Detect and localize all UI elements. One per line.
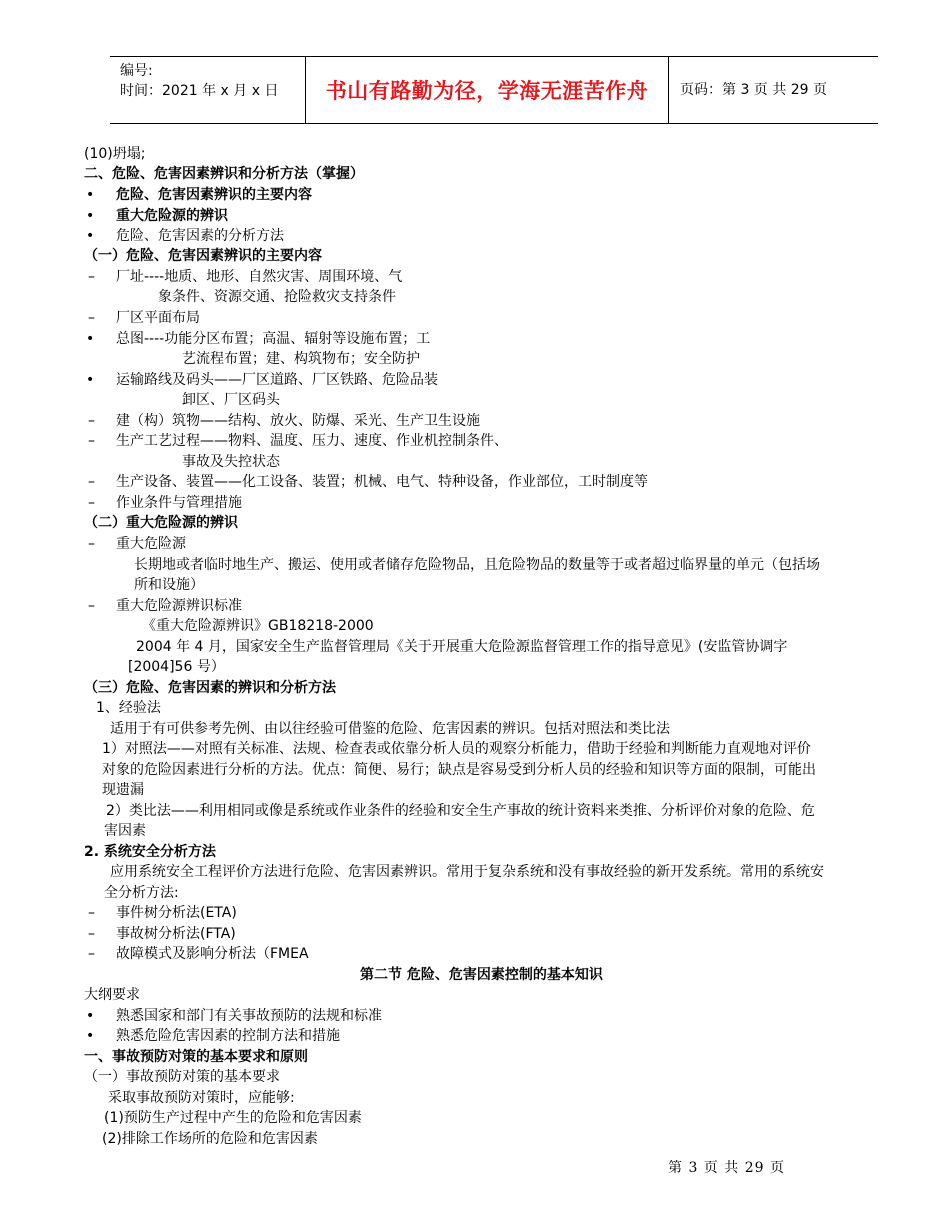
list-item: 生产设备、装置——化工设备、装置；机械、电气、特种设备，作业部位，工时制度等	[116, 474, 648, 490]
subsection-heading: （三）危险、危害因素的辨识和分析方法	[84, 680, 336, 696]
paragraph-line: 采取事故预防对策时，应能够:	[108, 1090, 295, 1106]
subsection-heading: （一）危险、危害因素辨识的主要内容	[84, 248, 322, 264]
list-item-continuation: 卸区、厂区码头	[182, 392, 280, 408]
text-line: (10)坍塌;	[84, 146, 146, 162]
dash-marker: –	[88, 433, 95, 449]
paragraph-line: (1)预防生产过程中产生的危险和危害因素	[104, 1110, 362, 1126]
section-heading: 二、危险、危害因素辨识和分析方法（掌握）	[84, 166, 364, 182]
header-motto: 书山有路勤为径，学海无涯苦作舟	[325, 79, 649, 103]
subsection-heading: （二）重大危险源的辨识	[84, 515, 238, 531]
paragraph-line: (2)排除工作场所的危险和危害因素	[102, 1131, 318, 1147]
paragraph-line: 长期地或者临时地生产、搬运、使用或者储存危险物品，且危险物品的数量等于或者超过临界量的单元（包括场	[134, 557, 820, 573]
list-item: 运输路线及码头——厂区道路、厂区铁路、危险品装	[116, 372, 438, 388]
bullet-item: 重大危险源的辨识	[116, 208, 228, 224]
dash-marker: –	[88, 905, 95, 921]
dash-marker: –	[88, 310, 95, 326]
bullet-marker: •	[86, 372, 95, 388]
dash-marker: –	[88, 536, 95, 552]
list-item: 事故树分析法(FTA)	[116, 926, 236, 942]
list-item-continuation: 事故及失控状态	[182, 454, 280, 470]
list-item: 厂址----地质、地形、自然灾害、周围环境、气	[116, 269, 403, 285]
list-item: 生产工艺过程——物料、温度、压力、速度、作业机控制条件、	[116, 433, 508, 449]
paragraph-line: [2004]56 号）	[128, 659, 225, 675]
bullet-item: 危险、危害因素辨识的主要内容	[116, 187, 312, 203]
dash-marker: –	[88, 495, 95, 511]
bullet-item: 熟悉危险危害因素的控制方法和措施	[116, 1028, 340, 1044]
bullet-marker: •	[86, 1008, 95, 1024]
dash-marker: –	[88, 269, 95, 285]
page-header	[110, 56, 878, 124]
list-item: 厂区平面布局	[116, 310, 200, 326]
list-item: 重大危险源	[116, 536, 186, 552]
paragraph-line: 害因素	[104, 823, 146, 839]
bullet-marker: •	[86, 187, 95, 203]
paragraph-line: 《重大危险源辨识》GB18218-2000	[142, 618, 374, 634]
dash-marker: –	[88, 413, 95, 429]
section-heading: 2. 系统安全分析方法	[84, 844, 216, 860]
paragraph-line: （一）事故预防对策的基本要求	[84, 1069, 280, 1085]
dash-marker: –	[88, 474, 95, 490]
list-item: 作业条件与管理措施	[116, 495, 242, 511]
section-heading: 一、事故预防对策的基本要求和原则	[84, 1049, 308, 1065]
list-item: 建（构）筑物——结构、放火、防爆、采光、生产卫生设施	[116, 413, 480, 429]
header-page-info: 页码：第 3 页 共 29 页	[680, 82, 827, 98]
paragraph-line: 大纲要求	[84, 987, 140, 1003]
page-footer: 第 3 页 共 29 页	[668, 1160, 785, 1176]
dash-marker: –	[88, 946, 95, 962]
list-item: 重大危险源辨识标准	[116, 598, 242, 614]
dash-marker: –	[88, 926, 95, 942]
doc-number-label: 编号:	[120, 63, 153, 79]
header-divider	[668, 57, 669, 123]
list-item-continuation: 象条件、资源交通、抢险救灾支持条件	[158, 289, 396, 305]
bullet-marker: •	[86, 1028, 95, 1044]
paragraph-line: 适用于有可供参考先例、由以往经验可借鉴的危险、危害因素的辨识。包括对照法和类比法	[110, 721, 670, 737]
doc-time-label: 时间：2021 年 x 月 x 日	[120, 83, 279, 99]
bullet-item: 危险、危害因素的分析方法	[116, 228, 284, 244]
paragraph-line: 2004 年 4 月，国家安全生产监督管理局《关于开展重大危险源监督管理工作的指导意见》(安监管协调字	[136, 639, 788, 655]
paragraph-line: 应用系统安全工程评价方法进行危险、危害因素辨识。常用于复杂系统和没有事故经验的新开发系统。常用的系统安	[110, 864, 824, 880]
paragraph-line: 所和设施）	[134, 577, 204, 593]
bullet-item: 熟悉国家和部门有关事故预防的法规和标准	[116, 1008, 382, 1024]
bullet-marker: •	[86, 208, 95, 224]
header-meta	[120, 61, 278, 101]
paragraph-line: 1）对照法——对照有关标准、法规、检查表或依靠分析人员的观察分析能力，借助于经验和判断能力直观地对评价	[102, 741, 811, 757]
list-item: 故障模式及影响分析法（FMEA	[116, 946, 309, 962]
list-item: 总图----功能分区布置；高温、辐射等设施布置；工	[116, 331, 431, 347]
paragraph-line: 现遗漏	[102, 782, 144, 798]
chapter-heading: 第二节 危险、危害因素控制的基本知识	[360, 967, 603, 983]
dash-marker: –	[88, 598, 95, 614]
bullet-marker: •	[86, 228, 95, 244]
paragraph-line: 对象的危险因素进行分析的方法。优点：简便、易行；缺点是容易受到分析人员的经验和知识等方面的限制，可能出	[102, 762, 816, 778]
paragraph-line: 2）类比法——利用相同或像是系统或作业条件的经验和安全生产事故的统计资料来类推、分析评价对象的危险、危	[106, 803, 815, 819]
list-item-continuation: 艺流程布置；建、构筑物布；安全防护	[182, 351, 420, 367]
bullet-marker: •	[86, 331, 95, 347]
paragraph-line: 全分析方法:	[104, 885, 179, 901]
list-item: 事件树分析法(ETA)	[116, 905, 237, 921]
paragraph-line: 1、经验法	[96, 700, 161, 716]
